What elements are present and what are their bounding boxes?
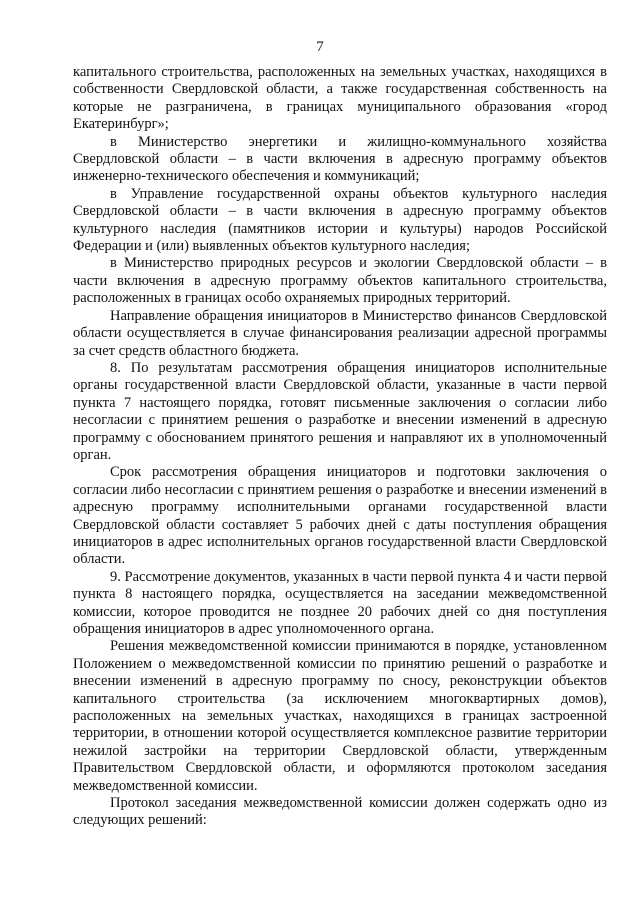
paragraph-ministry-energy: в Министерство энергетики и жилищно-коммунального хозяйства Свердловской области – в части включения в адресную программу объектов инженерно-технического обеспечения и коммуникаций; — [73, 133, 607, 185]
paragraph-commission-decisions: Решения межведомственной комиссии принимаются в порядке, установленном Положением о межведомственной комиссии по принятию решений о разработке и внесении изменений в адресную программу по сносу, реконструкции объектов капитального строительства (за исключением многоквартирных домов), расположенных на земельных участках, находящихся в границах застроенной территории, в отношении которой осуществляется комплексное развитие территории нежилой застройки на территории Свердловской области, утвержденным Правительством Свердловской области, и оформляются протоколом заседания межведомственной комиссии. — [73, 638, 607, 794]
paragraph-review-period: Срок рассмотрения обращения инициаторов и подготовки заключения о согласии либо несогласии с принятием решения о разработке и внесении изменений в адресную программу исполнительными органами государственной власти Свердловской области составляет 5 рабочих дней с даты поступления обращения инициаторов в адрес исполнительных органов государственной власти Свердловской области. — [73, 464, 607, 568]
paragraph-item-9: 9. Рассмотрение документов, указанных в части первой пункта 4 и части первой пункта 8 настоящего порядка, осуществляется на заседании межведомственной комиссии, которое проводится не позднее 20 рабочих дней со дня поступления обращения инициаторов в адрес уполномоченного органа. — [73, 568, 607, 637]
paragraph-protocol: Протокол заседания межведомственной комиссии должен содержать одно из следующих решений: — [73, 795, 607, 829]
paragraph-continuation: капитального строительства, расположенных на земельных участках, находящихся в собственности Свердловской области, а также государственная собственность на которые не разграничена, в границах муниципального образования «город Екатеринбург»; — [73, 64, 607, 133]
document-body — [73, 64, 607, 830]
paragraph-cultural-heritage: в Управление государственной охраны объектов культурного наследия Свердловской области – в части включения в адресную программу объектов культурного наследия (памятников истории и культуры) народов Российской Федерации и (или) выявленных объектов культурного наследия; — [73, 185, 607, 255]
paragraph-ministry-nature: в Министерство природных ресурсов и экологии Свердловской области – в части включения в адресную программу объектов капитального строительства, расположенных в границах особо охраняемых природных территорий. — [73, 255, 607, 307]
paragraph-item-8: 8. По результатам рассмотрения обращения инициаторов исполнительные органы государственной власти Свердловской области, указанные в части первой пункта 7 настоящего порядка, готовят письменные заключения о согласии либо несогласии с принятием решения о разработке и внесении изменений в адресную программу с обоснованием принятого решения и направляют их в уполномоченный орган. — [73, 359, 607, 463]
page-number: 7 — [316, 39, 324, 55]
paragraph-ministry-finance: Направление обращения инициаторов в Министерство финансов Свердловской области осуществляется в случае финансирования реализации адресной программы за счет средств областного бюджета. — [73, 307, 607, 359]
